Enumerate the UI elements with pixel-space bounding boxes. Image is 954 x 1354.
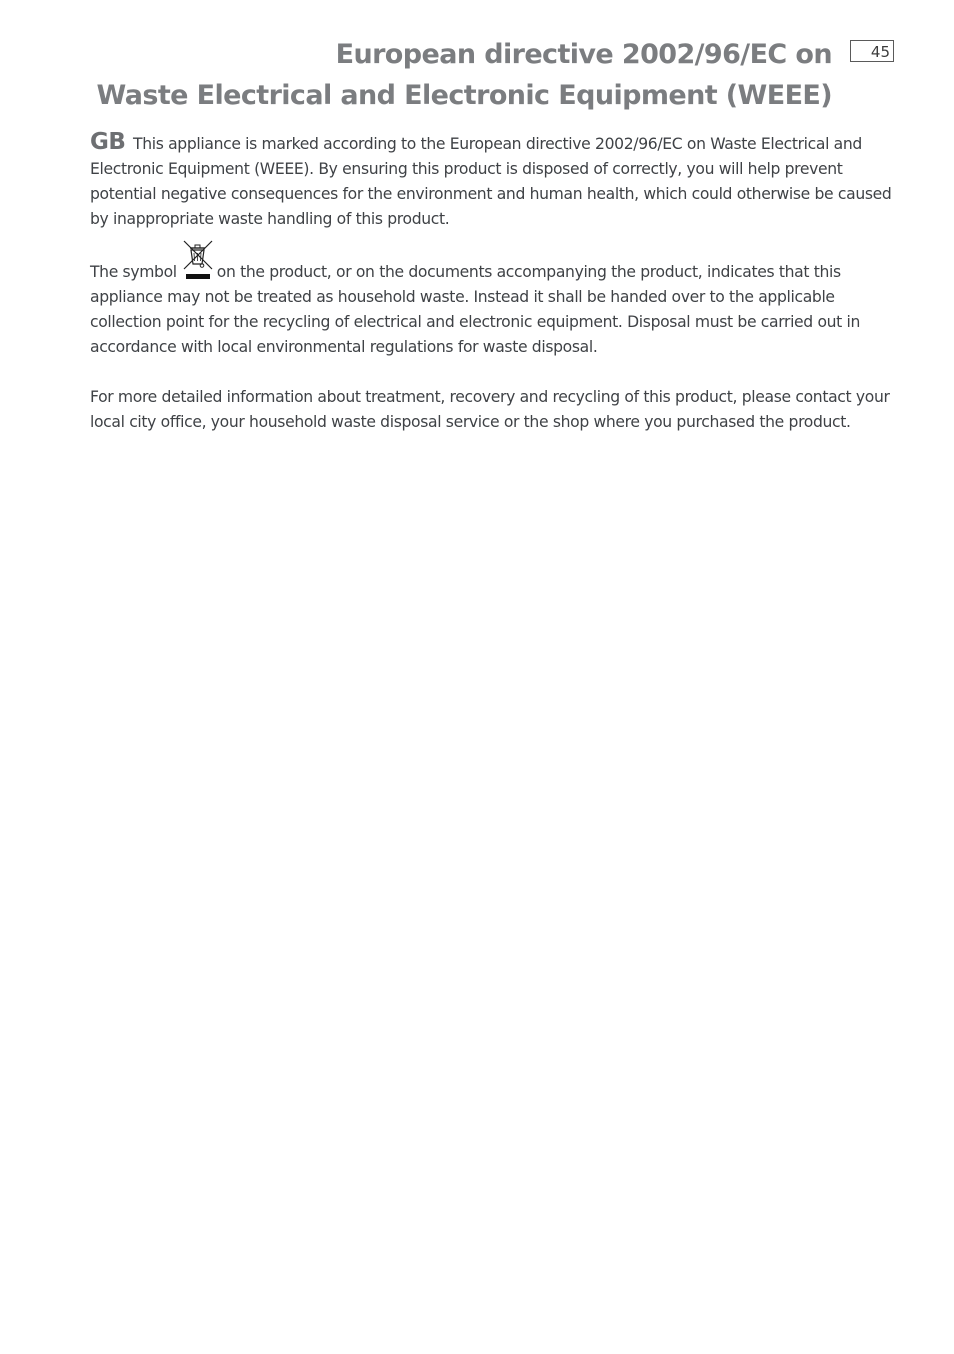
weee-notice-body — [90, 130, 898, 435]
paragraph-symbol-lead: The symbol — [90, 263, 177, 281]
language-code: GB — [90, 129, 126, 155]
crossed-out-wheelie-bin-icon — [181, 238, 215, 282]
paragraph-more-info: For more detailed information about treatment, recovery and recycling of this product, please contact your local city office, your household waste disposal service or the shop where you purchased the product. — [90, 388, 890, 431]
page-title — [97, 34, 832, 116]
page-number: 45 — [850, 40, 894, 62]
paragraph-intro-text: This appliance is marked according to the European directive 2002/96/EC on Waste Electrical and Electronic Equipment (WEEE). By ensuring this product is disposed of correctly, you will help prevent potential negative consequences for the environment and human health, which could otherwise be caused by inappropriate waste handling of this product. — [90, 135, 892, 228]
paragraph-symbol — [90, 257, 898, 360]
page-title-line-2: Waste Electrical and Electronic Equipment (WEEE) — [96, 80, 832, 111]
paragraph-symbol-text: on the product, or on the documents accompanying the product, indicates that this appliance may not be treated as household waste. Instead it shall be handed over to the applicable collection point for the recycling of electrical and electronic equipment. Disposal must be carried out in accordance with local environmental regulations for waste disposal. — [90, 263, 861, 356]
paragraph-intro — [90, 130, 898, 232]
page-title-line-1: European directive 2002/96/EC on — [335, 39, 832, 70]
